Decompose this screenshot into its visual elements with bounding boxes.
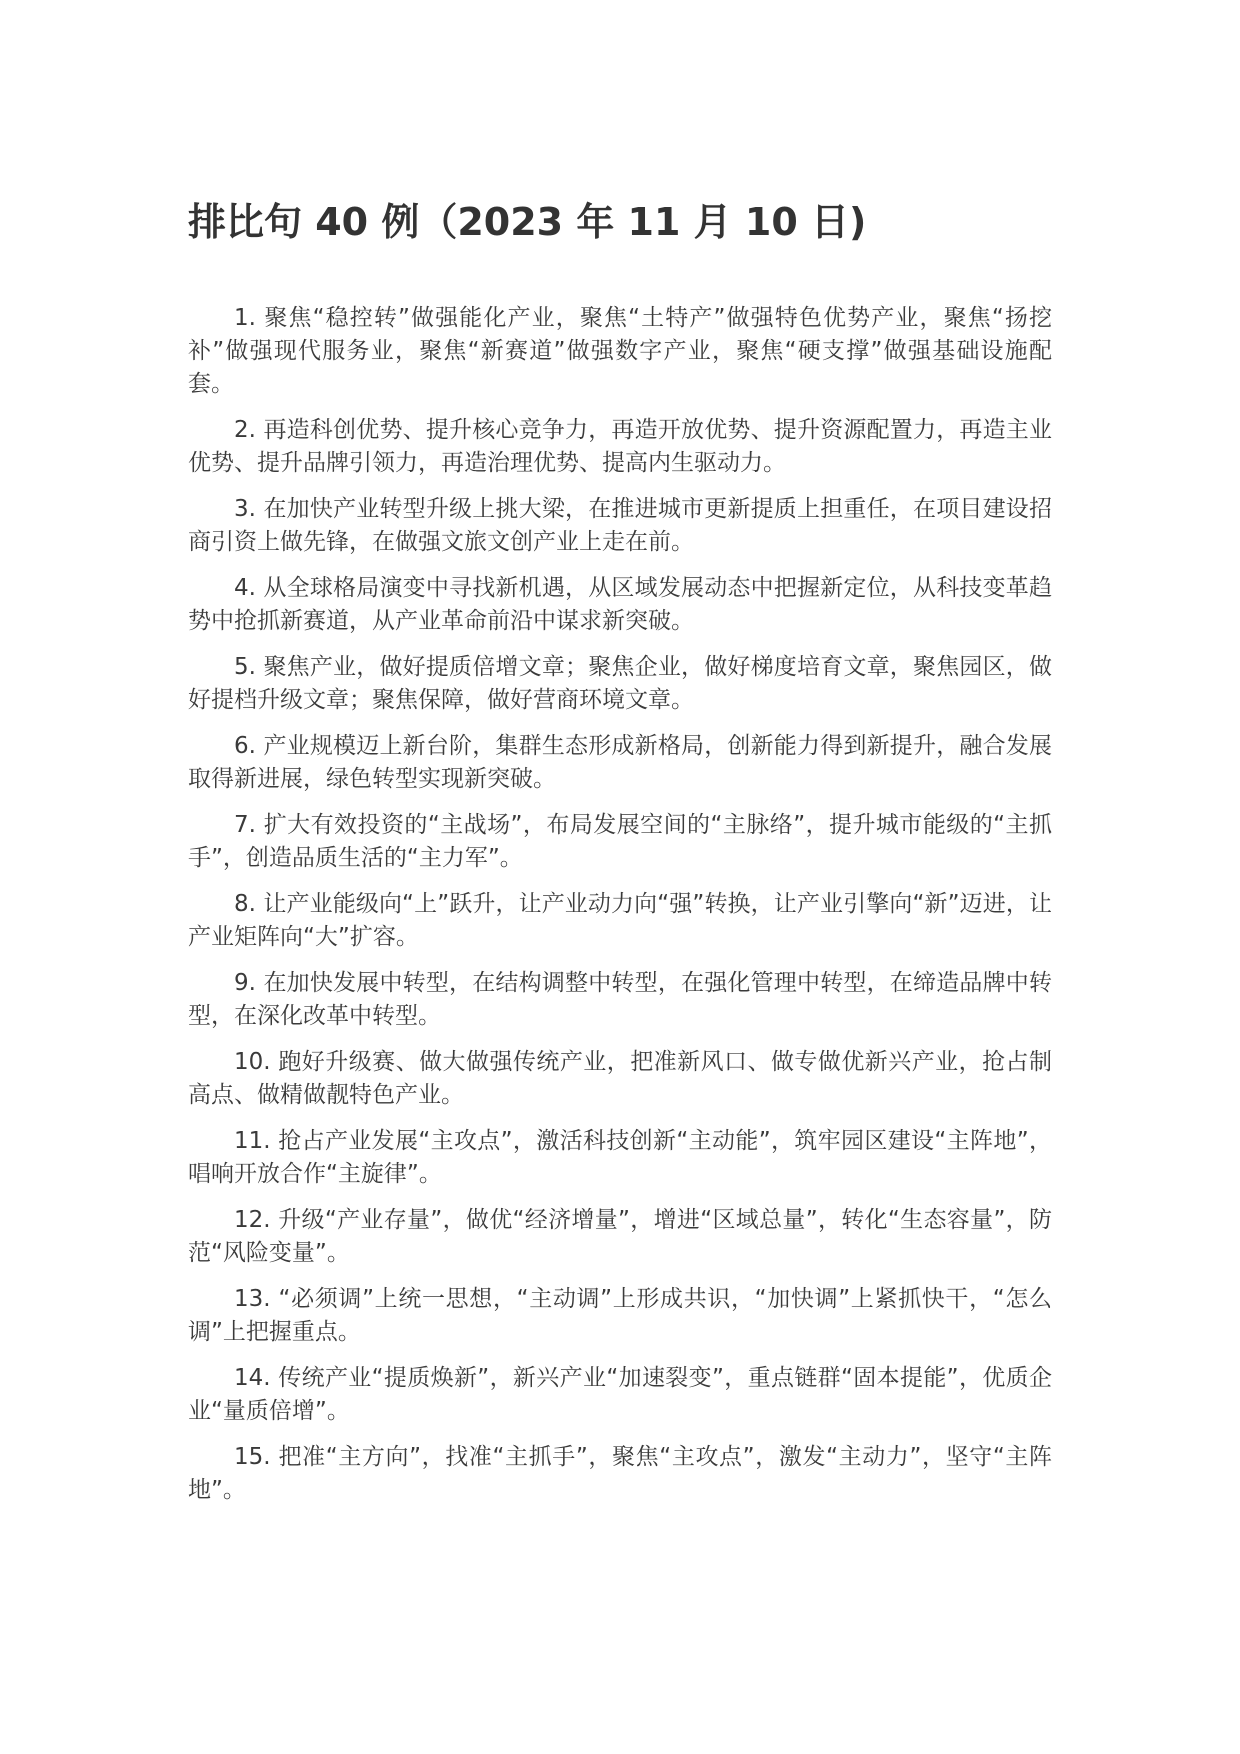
paragraph-6: 6. 产业规模迈上新台阶，集群生态形成新格局，创新能力得到新提升，融合发展取得新进展，绿色转型实现新突破。	[188, 733, 1052, 792]
paragraph-11: 11. 抢占产业发展“主攻点”，激活科技创新“主动能”，筑牢园区建设“主阵地”，唱响开放合作“主旋律”。	[188, 1128, 1052, 1187]
paragraph-5: 5. 聚焦产业，做好提质倍增文章；聚焦企业，做好梯度培育文章，聚焦园区，做好提档升级文章；聚焦保障，做好营商环境文章。	[188, 654, 1052, 713]
paragraph-15: 15. 把准“主方向”，找准“主抓手”，聚焦“主攻点”，激发“主动力”，坚守“主阵地”。	[188, 1444, 1052, 1503]
paragraph-7: 7. 扩大有效投资的“主战场”，布局发展空间的“主脉络”，提升城市能级的“主抓手”，创造品质生活的“主力军”。	[188, 812, 1052, 871]
paragraph-14: 14. 传统产业“提质焕新”，新兴产业“加速裂变”，重点链群“固本提能”，优质企业“量质倍增”。	[188, 1365, 1052, 1424]
paragraph-8: 8. 让产业能级向“上”跃升，让产业动力向“强”转换，让产业引擎向“新”迈进，让产业矩阵向“大”扩容。	[188, 891, 1052, 950]
paragraph-9: 9. 在加快发展中转型，在结构调整中转型，在强化管理中转型，在缔造品牌中转型，在深化改革中转型。	[188, 970, 1052, 1029]
paragraph-12: 12. 升级“产业存量”，做优“经济增量”，增进“区域总量”，转化“生态容量”，防范“风险变量”。	[188, 1207, 1052, 1266]
document-title: 排比句 40 例（2023 年 11 月 10 日)	[188, 200, 867, 244]
paragraph-1: 1. 聚焦“稳控转”做强能化产业，聚焦“土特产”做强特色优势产业，聚焦“扬挖补”做强现代服务业，聚焦“新赛道”做强数字产业，聚焦“硬支撑”做强基础设施配套。	[188, 305, 1052, 397]
paragraph-4: 4. 从全球格局演变中寻找新机遇，从区域发展动态中把握新定位，从科技变革趋势中抢抓新赛道，从产业革命前沿中谋求新突破。	[188, 575, 1052, 634]
document-body	[188, 302, 1052, 1520]
paragraph-10: 10. 跑好升级赛、做大做强传统产业，把准新风口、做专做优新兴产业，抢占制高点、做精做靓特色产业。	[188, 1049, 1052, 1108]
paragraph-3: 3. 在加快产业转型升级上挑大梁，在推进城市更新提质上担重任，在项目建设招商引资上做先锋，在做强文旅文创产业上走在前。	[188, 496, 1052, 555]
paragraph-13: 13. “必须调”上统一思想，“主动调”上形成共识，“加快调”上紧抓快干，“怎么调”上把握重点。	[188, 1286, 1052, 1345]
paragraph-2: 2. 再造科创优势、提升核心竞争力，再造开放优势、提升资源配置力，再造主业优势、提升品牌引领力，再造治理优势、提高内生驱动力。	[188, 417, 1052, 476]
